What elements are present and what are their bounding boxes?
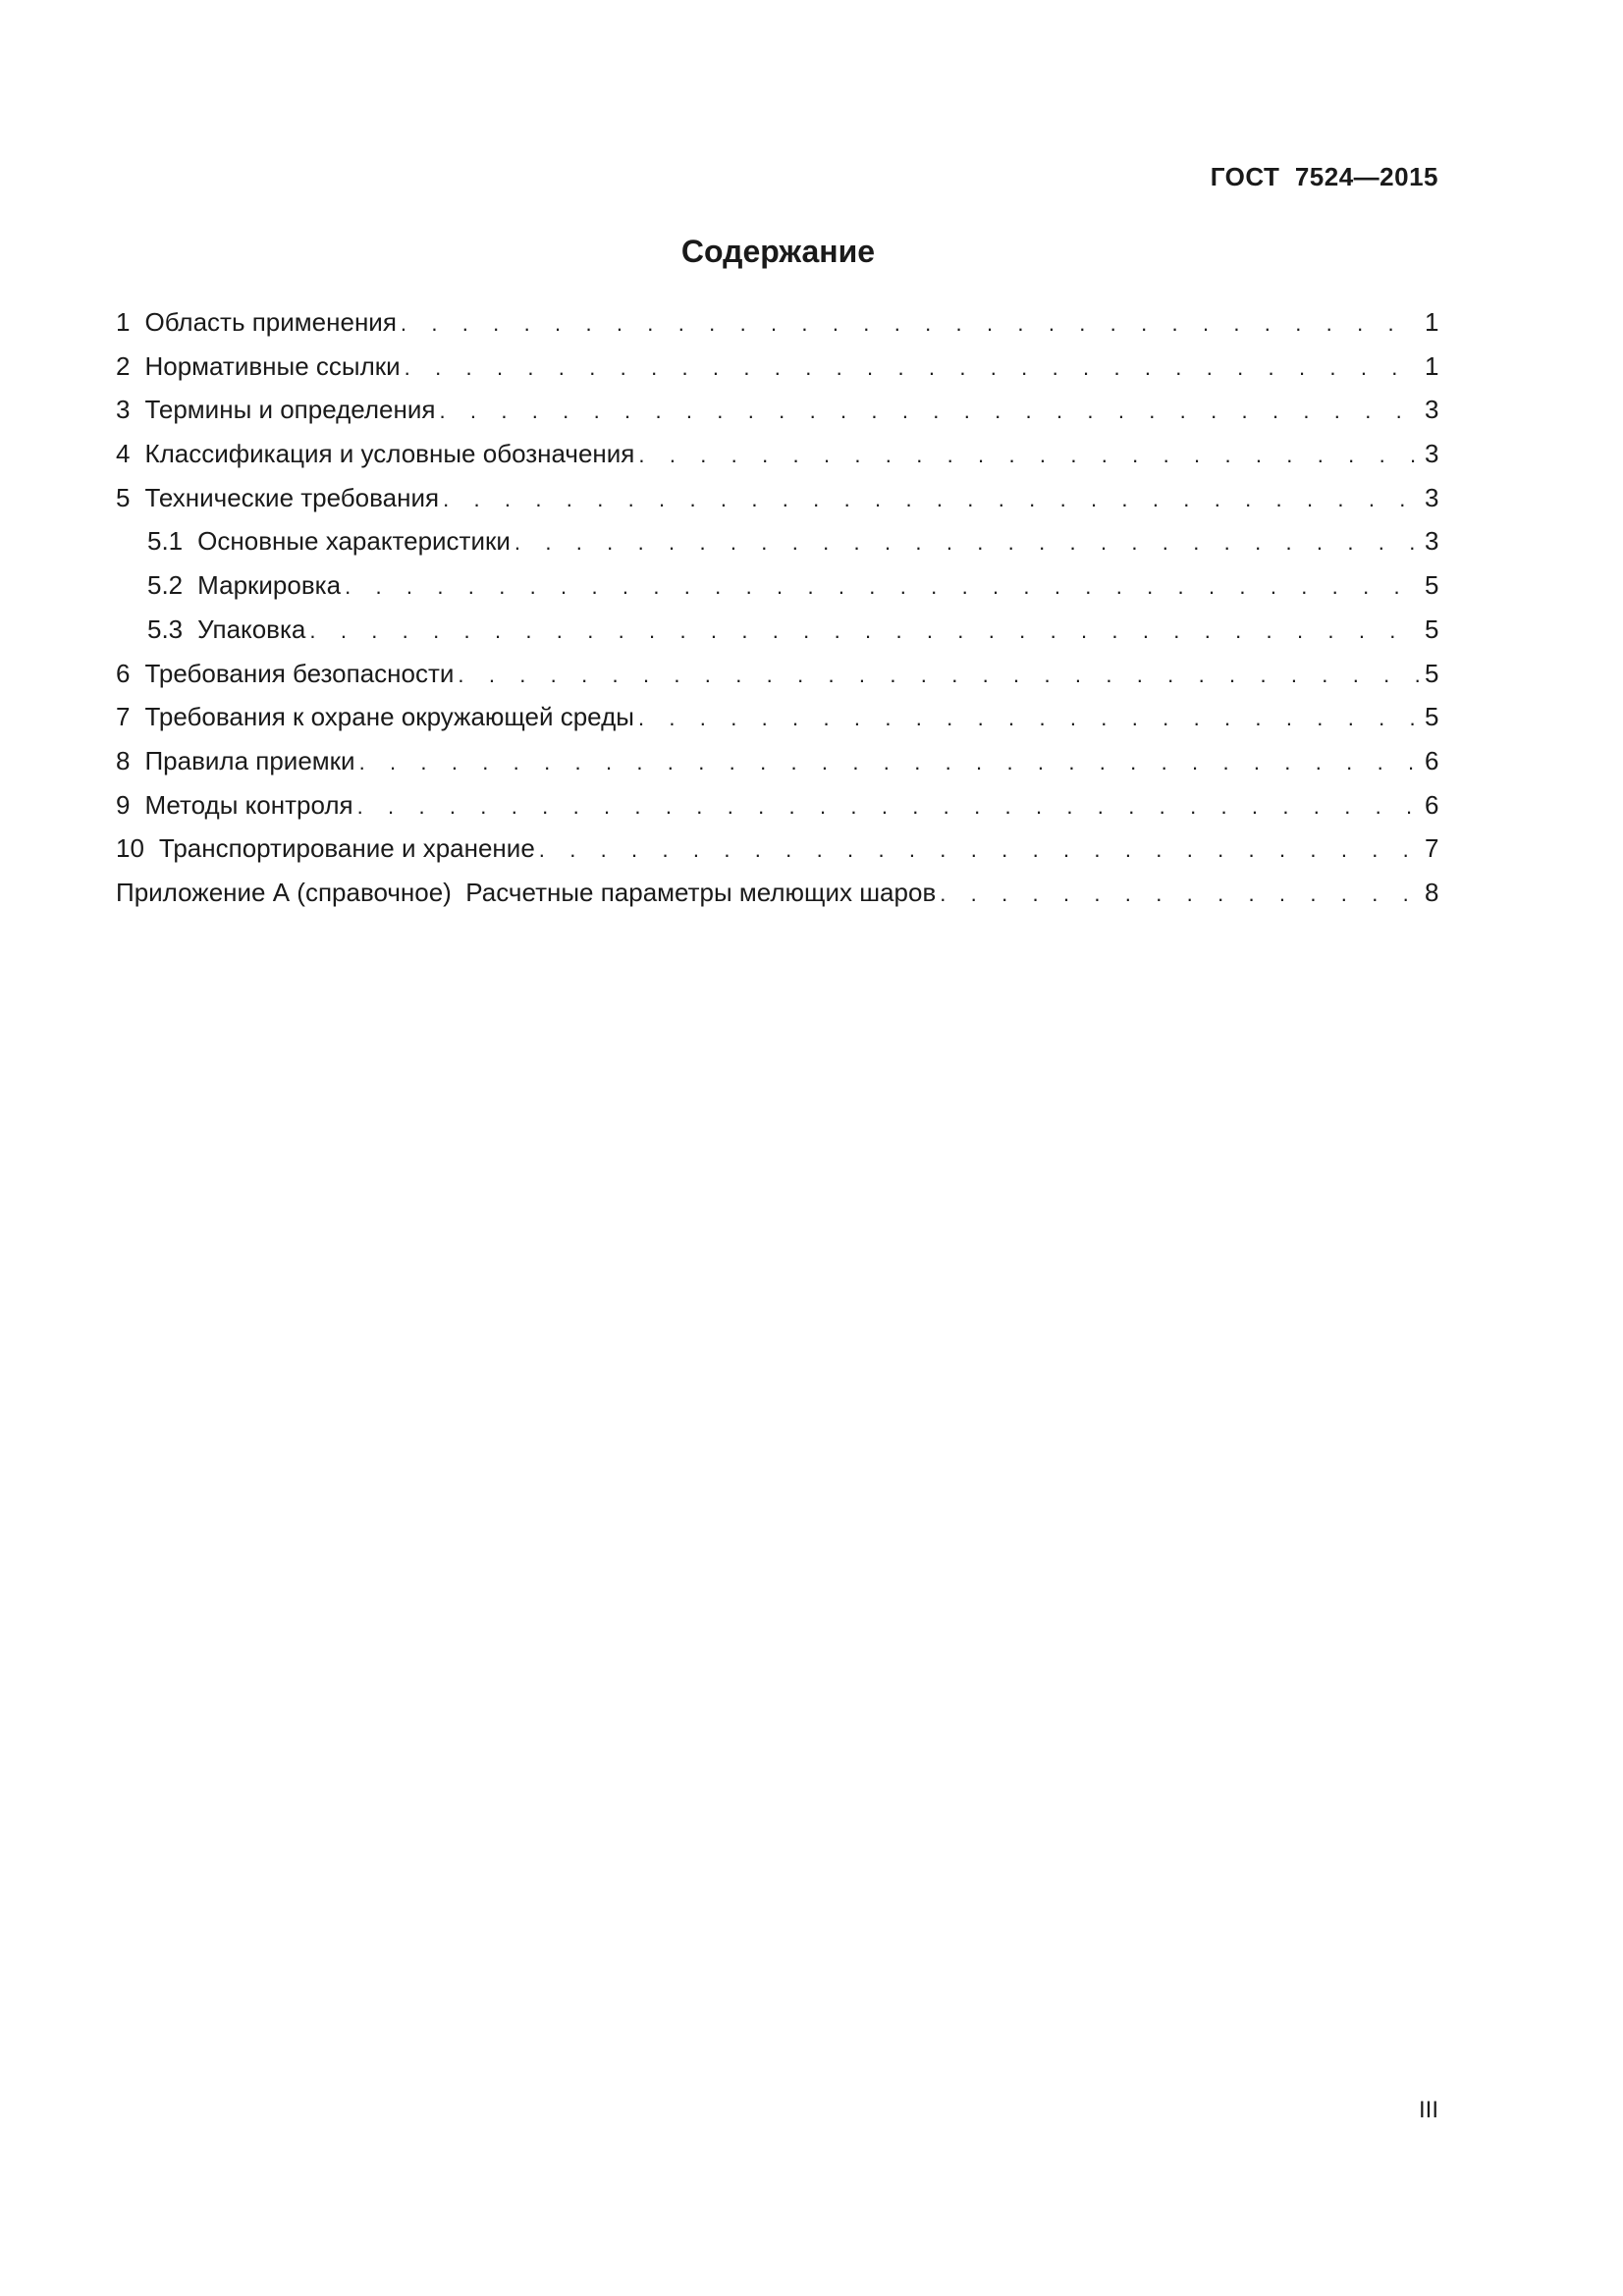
toc-entry-page: 3 (1425, 526, 1439, 557)
toc-entry-label: Требования к охране окружающей среды (144, 702, 634, 732)
toc-entry-label: Упаковка (197, 614, 306, 644)
toc-appendix-entry[interactable] (116, 871, 1438, 915)
toc-entry-label: Термины и определения (144, 395, 436, 425)
toc-entry[interactable] (116, 695, 1438, 739)
toc-entry[interactable] (116, 345, 1438, 389)
toc-entry-label: Технические требования (144, 482, 440, 512)
toc-entry[interactable] (116, 739, 1438, 783)
toc-entry-number: 5.3 (147, 614, 184, 644)
toc-entry[interactable] (116, 432, 1438, 476)
toc-entry-page: 5 (1425, 614, 1439, 644)
toc-entry-number: 9 (116, 789, 131, 820)
document-code: ГОСТ 7524—2015 (1210, 162, 1438, 191)
toc-subentry[interactable] (116, 608, 1438, 652)
toc-entry-page: 7 (1425, 833, 1439, 864)
toc-entry-page: 8 (1425, 877, 1439, 907)
toc-title: Содержание (680, 234, 876, 269)
toc-entry-page: 3 (1425, 439, 1439, 469)
toc-entry-label: Методы контроля (144, 789, 353, 820)
toc-entry-page: 3 (1425, 482, 1439, 512)
toc-entry-number: 6 (116, 658, 131, 688)
toc-entry-number: 10 (116, 833, 144, 864)
toc-dot-leader (458, 654, 1419, 698)
toc-dot-leader (359, 741, 1419, 785)
toc-entry-page: 3 (1425, 395, 1439, 425)
toc-entry-label: Нормативные ссылки (144, 350, 401, 381)
toc-dot-leader (514, 521, 1419, 565)
toc-entry-number: 2 (116, 350, 131, 381)
toc-entry[interactable] (116, 827, 1438, 871)
toc-dot-leader (638, 434, 1419, 478)
toc-entry-label: Маркировка (197, 570, 342, 601)
toc-entry-label: Классификация и условные обозначения (144, 439, 635, 469)
toc-entry[interactable] (116, 300, 1438, 345)
toc-entry-number: 3 (116, 395, 131, 425)
toc-dot-leader (357, 785, 1419, 829)
toc-entry-number: 5.1 (147, 526, 184, 557)
toc-dot-leader (940, 873, 1419, 917)
toc-entry[interactable] (116, 388, 1438, 432)
toc-entry-label: Требования безопасности (144, 658, 455, 688)
toc-dot-leader (309, 610, 1419, 654)
toc-entry-number: 8 (116, 745, 131, 775)
toc-entry-page: 5 (1425, 570, 1439, 601)
toc-entry-page: 5 (1425, 658, 1439, 688)
toc-subentry[interactable] (116, 563, 1438, 608)
toc-entry-page: 1 (1425, 350, 1439, 381)
page-number: III (1418, 2097, 1438, 2123)
toc-dot-leader (345, 565, 1419, 610)
toc-subentry[interactable] (116, 519, 1438, 563)
toc-entry-number: 1 (116, 307, 131, 337)
toc-entry-page: 5 (1425, 702, 1439, 732)
toc-dot-leader (539, 828, 1419, 873)
toc-entry-label: Транспортирование и хранение (158, 833, 535, 864)
toc-dot-leader (443, 478, 1419, 522)
toc-entry-label: Область применения (144, 307, 397, 337)
toc-dot-leader (405, 347, 1419, 391)
toc-entry-label: Приложение А (справочное) Расчетные параметры мелющих шаров (116, 877, 937, 907)
toc-entry-number: 5 (116, 482, 131, 512)
toc-entry-page: 1 (1425, 307, 1439, 337)
toc-entry[interactable] (116, 476, 1438, 520)
toc-dot-leader (401, 302, 1419, 347)
toc-entry-number: 7 (116, 702, 131, 732)
toc-entry-number: 5.2 (147, 570, 184, 601)
toc-entry-page: 6 (1425, 745, 1439, 775)
toc-entry[interactable] (116, 652, 1438, 696)
toc-entry-number: 4 (116, 439, 131, 469)
toc-entry-page: 6 (1425, 789, 1439, 820)
toc-entry-label: Правила приемки (144, 745, 355, 775)
toc-entry[interactable] (116, 783, 1438, 828)
toc-dot-leader (439, 390, 1419, 434)
toc-entry-label: Основные характеристики (197, 526, 511, 557)
table-of-contents (116, 300, 1438, 915)
toc-dot-leader (638, 697, 1419, 741)
